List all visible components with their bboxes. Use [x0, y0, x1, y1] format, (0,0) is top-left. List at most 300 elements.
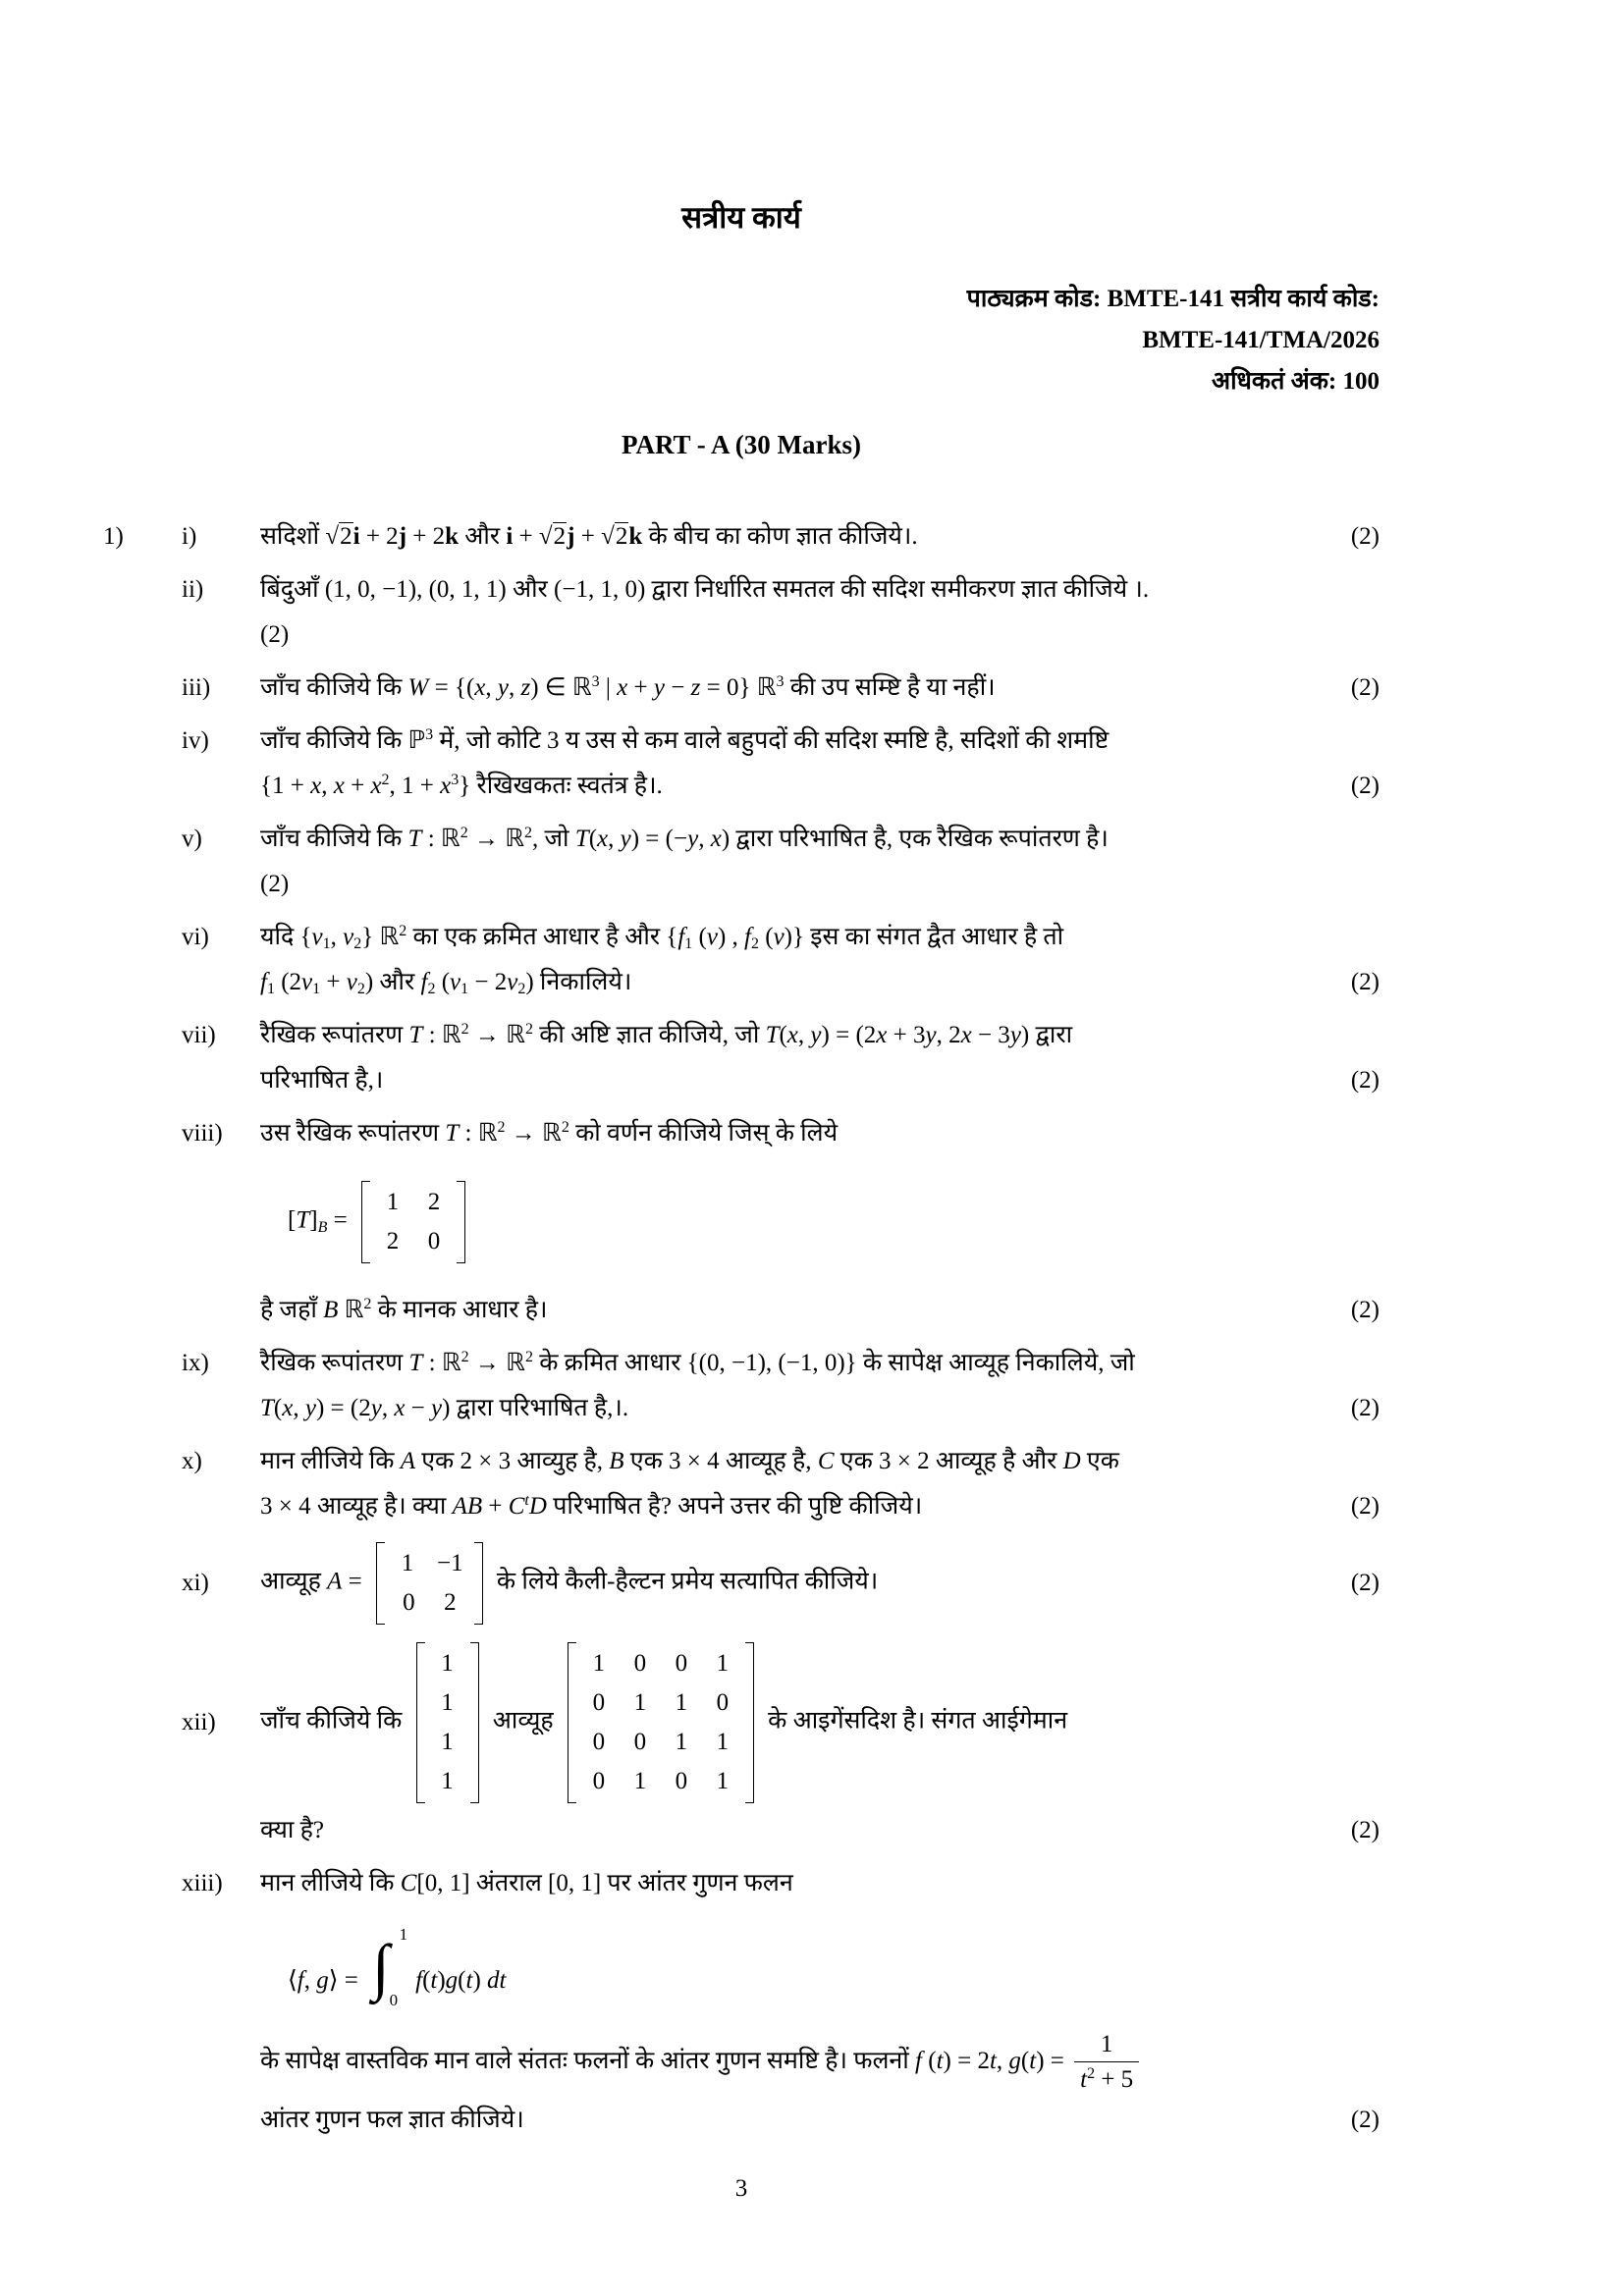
math-italic: C	[400, 1870, 417, 1896]
math-italic: t	[989, 2048, 997, 2075]
subscript: 1	[684, 935, 693, 953]
math-italic: T	[407, 826, 422, 852]
max-marks-line: अधिकतं अंक: 100	[1211, 368, 1380, 395]
question-text	[260, 719, 1380, 764]
text: |	[599, 674, 618, 701]
marks-label: (2)	[1350, 773, 1380, 799]
question-text	[260, 2098, 1351, 2143]
question-part-label: vi)	[182, 924, 209, 950]
text: : ℝ	[421, 826, 460, 852]
text: एक 2 × 3 आव्युह है,	[414, 1448, 610, 1474]
text: = 0} ℝ	[700, 674, 777, 701]
math-italic: t	[524, 1492, 529, 1510]
text: +	[574, 523, 602, 550]
subscript: 1	[460, 981, 469, 998]
math-italic: x	[282, 1395, 294, 1421]
question-text	[260, 1288, 1351, 1333]
math-italic: t	[936, 2048, 944, 2075]
text: रैखिक रूपांतरण	[260, 1022, 409, 1048]
math-italic: y	[925, 1022, 937, 1048]
text: ,	[485, 674, 498, 701]
assignment-title: सत्रीय कार्य	[681, 200, 801, 235]
text: : ℝ	[459, 1120, 498, 1147]
question-text	[260, 1861, 1380, 1906]
question-text	[260, 817, 1380, 862]
text: ) निकालिये।	[525, 969, 632, 995]
math-italic: B	[317, 1219, 328, 1237]
text: जाँच कीजिये कि	[260, 1707, 408, 1735]
math-italic: x	[370, 773, 382, 799]
question-item	[103, 1637, 1380, 1853]
math-italic: T	[260, 1395, 274, 1421]
text: ]	[309, 1206, 318, 1234]
text: क्या है?	[260, 1817, 324, 1843]
text: (	[422, 1967, 431, 1994]
math-italic: g	[445, 1967, 459, 1994]
superscript: 2	[460, 1349, 469, 1366]
math-italic: D	[528, 1493, 547, 1520]
marks-label: (2)	[1350, 1067, 1380, 1094]
question-text	[260, 1386, 1351, 1431]
text: −	[665, 674, 691, 701]
text: ) = (2	[315, 1395, 371, 1421]
text: एक 3 × 4 आव्यूह है,	[623, 1448, 818, 1474]
superscript: 2	[1087, 2065, 1096, 2083]
text: ) द्वारा परिभाषित है, एक रैखिक रूपांतरण है।	[721, 826, 1109, 852]
square-root: √2	[601, 523, 628, 550]
course-code-line-1: पाठ्यक्रम कोड: BMTE-141 सत्रीय कार्य कोड:	[966, 286, 1380, 312]
text: (	[435, 969, 451, 995]
math-italic: t	[430, 1967, 438, 1994]
question-part-label: xii)	[182, 1709, 216, 1735]
question-row	[103, 1176, 1380, 1268]
math-italic: y	[1009, 1022, 1021, 1048]
math-italic: A	[327, 1568, 343, 1595]
text: (2)	[260, 621, 290, 648]
math-italic: v	[301, 969, 313, 995]
question-item	[103, 915, 1380, 1005]
question-row	[103, 817, 1380, 862]
text: 3 × 4 आव्यूह है। क्या	[260, 1493, 453, 1520]
text: की अष्टि ज्ञात कीजिये, जो	[532, 1022, 766, 1048]
text: मान लीजिये कि	[260, 1870, 401, 1896]
math-italic: x	[960, 1022, 972, 1048]
question-text	[260, 1808, 1351, 1853]
text: , 2	[936, 1022, 961, 1048]
question-row	[103, 915, 1380, 960]
text: ,	[509, 674, 521, 701]
question-row	[103, 666, 1380, 711]
text: ,	[330, 924, 344, 950]
superscript: 2	[497, 1119, 506, 1137]
text: +	[627, 674, 654, 701]
math-bold-vector: j	[567, 523, 575, 550]
text: ) ∈ ℝ	[530, 674, 592, 701]
subscript: 2	[353, 935, 362, 953]
question-text	[260, 1013, 1380, 1058]
marks-label: (2)	[1350, 1493, 1380, 1520]
question-text	[260, 960, 1351, 1005]
math-italic: C	[817, 1448, 835, 1474]
math-italic: y	[687, 826, 699, 852]
marks-label: (2)	[1350, 523, 1380, 550]
question-number: 1)	[103, 523, 124, 550]
question-part-label: xi)	[182, 1570, 209, 1596]
math-italic: v	[706, 924, 718, 950]
question-row	[103, 1288, 1380, 1333]
text: = {(	[428, 674, 475, 701]
text: (2)	[260, 871, 290, 897]
question-list	[103, 514, 1380, 2143]
matrix: 1 0 0 1 0 1 1 0 0 0 1 1 0 1 0 1	[568, 1642, 754, 1803]
text: उस रैखिक रूपांतरण	[260, 1120, 446, 1147]
text: के क्रमित आधार {(0, −1), (−1, 0)} के सापेक्ष आव्यूह निकालिये, जो	[532, 1350, 1135, 1376]
question-text	[260, 613, 1380, 658]
square-root: √2	[538, 523, 567, 550]
text: )	[437, 1967, 446, 1994]
text: ) = (2	[821, 1022, 877, 1048]
superscript: 2	[524, 1349, 533, 1366]
text: ) ,	[717, 924, 745, 950]
question-text	[288, 1926, 506, 2008]
superscript: 2	[460, 825, 468, 842]
text: + 2	[406, 523, 446, 550]
question-text	[260, 1637, 1380, 1808]
text: आंतर गुणन फल ज्ञात कीजिये।	[260, 2107, 524, 2133]
text: → ℝ	[468, 1022, 525, 1048]
superscript: 2	[460, 1021, 469, 1039]
matrix: 1 2 2 0	[361, 1181, 465, 1263]
question-part-label: v)	[182, 826, 202, 852]
subscript: 1	[312, 981, 321, 998]
question-text	[260, 1439, 1380, 1484]
text: ,	[996, 2048, 1009, 2075]
text: (	[273, 1395, 283, 1421]
question-part-label: vii)	[182, 1022, 216, 1048]
math-italic: g	[316, 1967, 329, 1994]
text: एक 3 × 2 आव्यूह है और	[834, 1448, 1063, 1474]
text: ,	[698, 826, 711, 852]
text: , जो	[532, 826, 575, 852]
question-row	[103, 1637, 1380, 1808]
math-italic: v	[343, 924, 354, 950]
question-row	[103, 514, 1380, 560]
question-item	[103, 1111, 1380, 1333]
superscript: 2	[381, 772, 390, 789]
math-bold-vector: i	[352, 523, 360, 550]
marks-label: (2)	[1350, 969, 1380, 995]
math-italic: z	[690, 674, 701, 701]
text: एक	[1080, 1448, 1119, 1474]
text: +	[482, 1493, 509, 1520]
text: : ℝ	[422, 1350, 461, 1376]
marks-label: (2)	[1350, 2107, 1380, 2133]
text: यदि {	[260, 924, 312, 950]
marks-label: (2)	[1350, 1817, 1380, 1843]
integral: ∫ 1 0	[372, 1925, 408, 2009]
math-bold-vector: k	[445, 523, 460, 550]
math-italic: x	[876, 1022, 888, 1048]
math-italic: x	[474, 674, 486, 701]
question-row	[103, 960, 1380, 1005]
question-row	[103, 1386, 1380, 1431]
marks-label: (2)	[1350, 674, 1380, 701]
math-italic: f	[677, 924, 685, 950]
question-text	[260, 666, 1351, 711]
math-italic: x	[786, 1022, 798, 1048]
text: {1 +	[260, 773, 311, 799]
marks-label: (2)	[1350, 1395, 1380, 1421]
text: आव्यूह	[486, 1707, 560, 1735]
text: ,	[608, 826, 621, 852]
text: ,	[797, 1022, 811, 1048]
question-item	[103, 1861, 1380, 2143]
question-row	[103, 1058, 1380, 1103]
subscript: 2	[517, 981, 526, 998]
math-italic: x	[394, 1395, 406, 1421]
text: ) द्वारा	[1020, 1022, 1073, 1048]
math-italic: B	[323, 1297, 339, 1323]
math-italic: T	[408, 1350, 423, 1376]
text: − 2	[468, 969, 508, 995]
text: परिभाषित है? अपने उत्तर की पुष्टि कीजिये।	[546, 1493, 923, 1520]
question-text	[260, 764, 1351, 809]
math-italic: v	[311, 924, 323, 950]
text: ,	[303, 1967, 317, 1994]
math-italic: v	[773, 924, 785, 950]
question-part-label: iv)	[182, 727, 209, 754]
text: जाँच कीजिये कि ℙ	[260, 727, 426, 754]
superscript: 3	[425, 726, 434, 744]
text: =	[342, 1568, 369, 1595]
question-part-label: viii)	[182, 1120, 223, 1147]
superscript: 2	[399, 923, 407, 940]
subscript	[318, 1219, 328, 1236]
text: ℝ	[338, 1297, 364, 1323]
math-italic: x	[597, 826, 609, 852]
question-row	[103, 719, 1380, 764]
question-text	[260, 1537, 1351, 1629]
text: ⟨	[288, 1967, 298, 1994]
math-italic: T	[765, 1022, 780, 1048]
math-italic: v	[450, 969, 461, 995]
text: है जहाँ	[260, 1297, 324, 1323]
question-text	[260, 567, 1380, 613]
text: (	[588, 826, 598, 852]
math-italic: x	[710, 826, 722, 852]
course-code-line-2: BMTE-141/TMA/2026	[1142, 327, 1380, 353]
math-italic: t	[1029, 2048, 1037, 2075]
question-part-label: i)	[182, 523, 197, 550]
math-italic: B	[609, 1448, 624, 1474]
question-part-label: ii)	[182, 576, 204, 603]
math-italic: f	[915, 2048, 922, 2075]
math-italic: y	[431, 1395, 443, 1421]
math-italic: y	[304, 1395, 316, 1421]
text: ,	[293, 1395, 305, 1421]
math-italic: T	[296, 1206, 310, 1234]
math-italic: T	[408, 1022, 423, 1048]
question-row	[103, 1484, 1380, 1529]
superscript	[524, 1492, 528, 1509]
text: ⟩ =	[328, 1967, 365, 1994]
math-italic: x	[440, 773, 452, 799]
question-item	[103, 1537, 1380, 1629]
question-text	[260, 915, 1380, 960]
subscript: 2	[356, 981, 365, 998]
question-row	[103, 567, 1380, 613]
text: : ℝ	[422, 1022, 461, 1048]
subscript: 2	[750, 935, 759, 953]
question-text	[260, 1111, 1380, 1156]
text: का एक क्रमित आधार है और {	[406, 924, 678, 950]
text: } रैखिखकतः स्वतंत्र है।.	[459, 773, 663, 799]
math-italic: dt	[487, 1967, 507, 1994]
question-item	[103, 1439, 1380, 1529]
superscript: 2	[363, 1296, 372, 1313]
math-italic: y	[497, 674, 510, 701]
question-row	[103, 2028, 1380, 2098]
math-italic: T	[574, 826, 589, 852]
math-italic: AB	[452, 1493, 483, 1520]
math-italic: v	[507, 969, 518, 995]
text: )	[472, 1967, 488, 1994]
text: की उप सम्ष्टि है या नहीं।	[784, 674, 996, 701]
question-item	[103, 666, 1380, 711]
question-item	[103, 719, 1380, 809]
text: मान लीजिये कि	[260, 1448, 401, 1474]
marks-label: (2)	[1350, 1570, 1380, 1596]
matrix: 1 1 1 1	[416, 1642, 479, 1803]
text: + 5	[1095, 2066, 1134, 2093]
subscript: 1	[266, 981, 275, 998]
text: )} इस का संगत द्वैत आधार है तो	[784, 924, 1064, 950]
math-italic: f	[420, 969, 428, 995]
text: , 1 +	[389, 773, 441, 799]
text: ) = (−	[630, 826, 688, 852]
text: के आइगेंसदिश है। संगत आईगेमान	[761, 1707, 1068, 1735]
text: + 3	[887, 1022, 926, 1048]
superscript: 3	[776, 673, 785, 691]
text: के मानक आधार है।	[371, 1297, 548, 1323]
question-text	[288, 1176, 473, 1268]
text: (	[758, 924, 774, 950]
text: + 2	[359, 523, 399, 550]
math-italic: t	[465, 1967, 473, 1994]
math-italic: A	[400, 1448, 415, 1474]
text: ,	[381, 1395, 395, 1421]
question-text	[260, 2028, 1380, 2098]
text: को वर्णन कीजिये जिस् के लिये	[568, 1120, 839, 1147]
text: जाँच कीजिये कि	[260, 674, 408, 701]
superscript: 2	[524, 825, 532, 842]
text: परिभाषित है,।	[260, 1067, 384, 1094]
math-italic: T	[445, 1120, 460, 1147]
question-text	[260, 514, 1351, 560]
math-italic: D	[1062, 1448, 1081, 1474]
question-part-label: x)	[182, 1448, 202, 1474]
text: +	[344, 773, 371, 799]
question-item	[103, 1341, 1380, 1431]
text: ) द्वारा परिभाषित है,।.	[442, 1395, 629, 1421]
math-italic: x	[617, 674, 628, 701]
text: जाँच कीजिये कि	[260, 826, 408, 852]
question-row	[103, 764, 1380, 809]
question-row	[103, 1926, 1380, 2008]
question-text	[260, 1058, 1351, 1103]
question-row	[103, 862, 1380, 907]
page-number: 3	[734, 2175, 748, 2202]
superscript: 3	[451, 772, 460, 789]
math-italic: f	[415, 1967, 423, 1994]
text: → ℝ	[468, 1350, 525, 1376]
text: +	[513, 523, 539, 550]
question-item	[103, 1013, 1380, 1103]
question-row	[103, 1013, 1380, 1058]
question-text	[260, 1341, 1380, 1386]
question-text	[260, 862, 1380, 907]
matrix: 1 −1 0 2	[376, 1542, 483, 1625]
text: और	[459, 523, 507, 550]
text: 1	[1100, 2031, 1113, 2057]
question-item	[103, 817, 1380, 907]
question-row	[103, 1439, 1380, 1484]
text: } ℝ	[361, 924, 400, 950]
text: − 3	[971, 1022, 1010, 1048]
question-item	[103, 567, 1380, 658]
question-part-label: ix)	[182, 1350, 209, 1376]
question-row	[103, 613, 1380, 658]
question-item	[103, 514, 1380, 560]
part-a-heading: PART - A (30 Marks)	[621, 430, 862, 459]
math-italic: C	[508, 1493, 525, 1520]
text: बिंदुआँ (1, 0, −1), (0, 1, 1) और (−1, 1, 0) द्वारा निर्धारित समतल की सदिश समीकरण ज्ञात कीजिये ।.	[260, 576, 1150, 603]
text: आव्यूह	[260, 1568, 328, 1595]
text: के सापेक्ष वास्तविक मान वाले संततः फलनों के आंतर गुणन समष्टि है। फलनों	[260, 2048, 916, 2075]
text: (	[1020, 2048, 1030, 2075]
math-italic: x	[333, 773, 345, 799]
superscript: 2	[524, 1021, 533, 1039]
math-italic: f	[260, 969, 267, 995]
math-bold-vector: k	[628, 523, 643, 550]
text: सदिशों	[260, 523, 326, 550]
math-italic: y	[653, 674, 665, 701]
math-italic: z	[520, 674, 531, 701]
text: के लिये कैली-हैल्टन प्रमेय सत्यापित कीजिये।	[490, 1568, 879, 1595]
subscript: 1	[322, 935, 331, 953]
text: [0, 1] अंतराल [0, 1] पर आंतर गुणन फलन	[416, 1870, 793, 1896]
text: (	[458, 1967, 466, 1994]
question-row	[103, 1537, 1380, 1629]
text: =	[327, 1206, 353, 1234]
text: (	[692, 924, 707, 950]
math-italic: y	[370, 1395, 382, 1421]
math-italic: g	[1008, 2048, 1021, 2075]
question-part-label: iii)	[182, 674, 211, 701]
math-italic: f	[297, 1967, 304, 1994]
math-italic: v	[346, 969, 357, 995]
question-row	[103, 2098, 1380, 2143]
text: −	[405, 1395, 432, 1421]
text: ,	[321, 773, 334, 799]
content-area	[103, 0, 1380, 2151]
square-root: √2	[325, 523, 352, 550]
fraction	[1074, 2028, 1139, 2098]
math-italic: x	[310, 773, 322, 799]
text: ) =	[1036, 2048, 1071, 2075]
text: (	[921, 2048, 937, 2075]
question-text	[260, 1484, 1351, 1529]
